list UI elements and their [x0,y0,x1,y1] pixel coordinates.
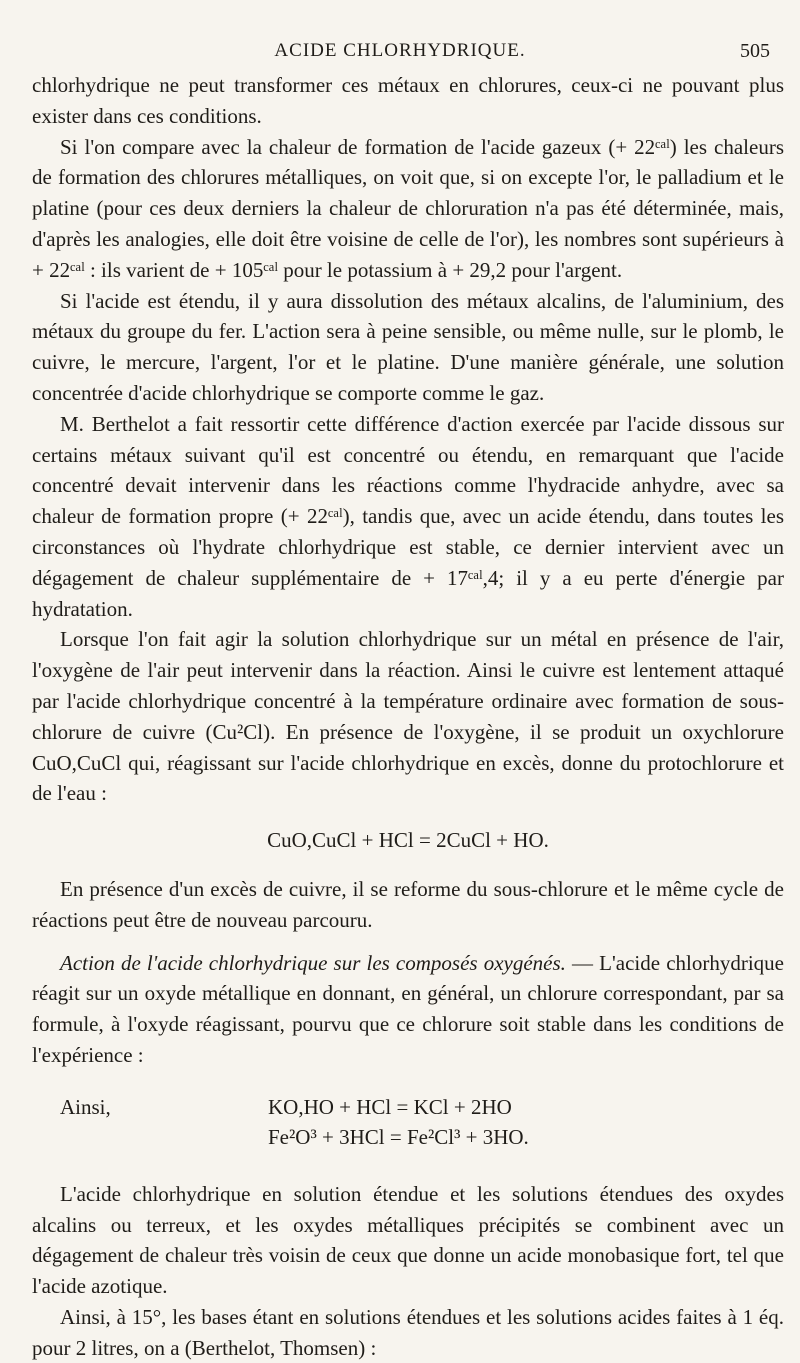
paragraph-1: chlorhydrique ne peut transformer ces métaux en chlorures, ceux-ci ne pouvant plus exister dans ces conditions. [32,73,784,128]
equation-copper: CuO,CuCl + HCl = 2CuCl + HO. [267,828,549,853]
paragraph-5: Lorsque l'on fait agir la solution chlorhydrique sur un métal en présence de l'air, l'oxygène de l'air peut intervenir dans la réaction. Ainsi le cuivre est lentement attaqué par l'acide chlorhydrique concentré à la température ordinaire avec formation de sous-chlorure de cuivre (Cu²Cl). En présence de l'oxygène, il se produit un oxychlorure CuO,CuCl qui, réagissant sur l'acide chlorhydrique en excès, donne du protochlorure et de l'eau : [32,627,784,806]
paragraph-4: M. Berthelot a fait ressortir cette différence d'action exercée par l'acide dissous sur certains métaux suivant qu'il est concentré ou étendu, en remarquant que l'acide concentré devait intervenir dans les réactions comme l'hydracide anhydre, avec sa chaleur de formation propre (+ 22ᶜᵃˡ), tandis que, avec un acide étendu, dans toutes les circonstances où l'hydrate chlorhydrique est stable, ce dernier intervient avec un dégagement de chaleur supplémentaire de + 17ᶜᵃˡ,4; il y a eu perte d'énergie par hydratation. [32,411,784,621]
section-title: Action de l'acide chlorhydrique sur les composés oxygénés. [60,950,566,975]
running-title: ACIDE CHLORHYDRIQUE. [274,40,526,61]
paragraph-7 [32,948,784,1071]
paragraph-7-text: — L'acide chlorhydrique réagit sur un oxyde métallique en donnant, en général, un chlorure correspondant, par sa formule, à l'oxyde réagissant, pourvu que ce chlorure soit stable dans les conditions de l'expérience : [32,950,784,1067]
paragraph-2: Si l'on compare avec la chaleur de formation de l'acide gazeux (+ 22ᶜᵃˡ) les chaleurs de formation des chlorures métalliques, on voit que, si on excepte l'or, le palladium et le platine (pour ces deux derniers la chaleur de chloruration n'a pas été déterminée, mais, d'après les analogies, elle doit être voisine de celle de l'or), les nombres sont supérieurs à + 22ᶜᵃˡ : ils varient de + 105ᶜᵃˡ pour le potassium à + 29,2 pour l'argent. [32,134,784,282]
paragraph-9: Ainsi, à 15°, les bases étant en solutions étendues et les solutions acides faites à 1 éq. pour 2 litres, on a (Berthelot, Thomsen) : [32,1304,784,1360]
equation-potash: KO,HO + HCl = KCl + 2HO [268,1094,512,1119]
paragraph-6: En présence d'un excès de cuivre, il se reforme du sous-chlorure et le même cycle de réactions peut être de nouveau parcouru. [32,876,784,932]
page-header [0,40,800,70]
equation-iron: Fe²O³ + 3HCl = Fe²Cl³ + 3HO. [268,1124,529,1149]
equation-block-oxides [32,1089,784,1159]
page-body [32,70,784,1363]
page-number: 505 [740,40,770,62]
paragraph-3: Si l'acide est étendu, il y aura dissolution des métaux alcalins, de l'aluminium, des métaux du groupe du fer. L'action sera à peine sensible, ou même nulle, sur le plomb, le cuivre, le mercure, l'argent, l'or et le platine. D'une manière générale, une solution concentrée d'acide chlorhydrique se comporte comme le gaz. [32,288,784,405]
paragraph-8: L'acide chlorhydrique en solution étendue et les solutions étendues des oxydes alcalins ou terreux, et les oxydes métalliques précipités se combinent avec un dégagement de chaleur très voisin de ceux que donne un acide monobasique fort, tel que l'acide azotique. [32,1181,784,1299]
equation-label-ainsi: Ainsi, [60,1094,111,1119]
